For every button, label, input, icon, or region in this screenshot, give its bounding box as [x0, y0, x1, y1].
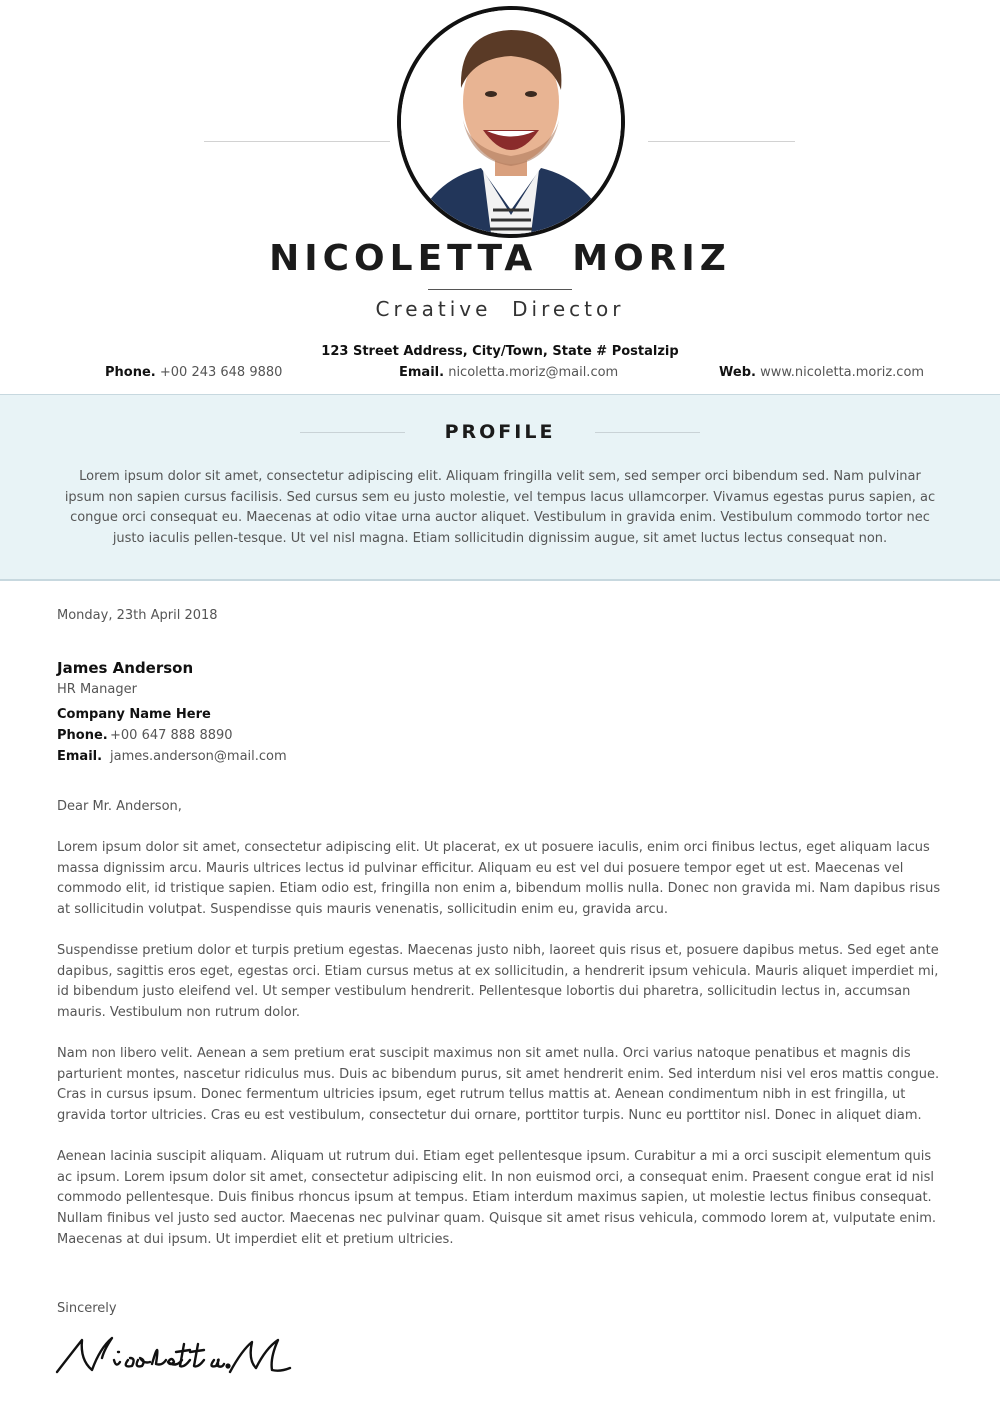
applicant-name: NICOLETTA MORIZ — [269, 238, 731, 279]
contact-email-label: Email. — [399, 365, 445, 380]
recipient-role: HR Manager — [57, 682, 137, 697]
header-decor-line-left — [204, 141, 390, 142]
contact-email — [399, 365, 618, 380]
contact-web-label: Web. — [719, 365, 756, 380]
applicant-address: 123 Street Address, City/Town, State # Postalzip — [321, 344, 679, 359]
profile-title: PROFILE — [444, 421, 556, 443]
profile-photo — [397, 6, 625, 238]
recipient-email — [57, 749, 287, 764]
recipient-name: James Anderson — [57, 659, 194, 677]
letter-paragraph: Suspendisse pretium dolor et turpis pretium egestas. Maecenas justo nibh, laoreet quis risus et, posuere dapibus metus. Sed eget ante dapibus, sagittis eros eget, egestas orci. Etiam cursus metus at ex sollicitudin, a hendrerit ipsum vehicula. Mauris aliquet imperdiet mi, id bibendum justo eleifend vel. Ut semper vestibulum hendrerit. Pellentesque lobortis dui pharetra, sollicitudin lectus in, accumsan mauris. Vestibulum non rutrum dolor. — [57, 943, 939, 1021]
letter-paragraph: Nam non libero velit. Aenean a sem pretium erat suscipit maximus non sit amet nulla. Orci varius natoque penatibus et magnis dis parturient montes, nascetur ridiculus mus. Duis ac bibendum purus, sit amet hendrerit enim. Sed interdum nisi vel eros mattis congue. Cras in cursus ipsum. Donec fermentum ultricies ipsum, eget rutrum tellus mattis at. Aenean condimentum nibh in est fringilla, ut gravida tortor ultricies. Cras eu est vestibulum, consectetur dui ornare, porttitor turpis. Nunc eu porttitor nisl. Donec in aliquet diam. — [57, 1046, 940, 1124]
contact-web-value[interactable]: www.nicoletta.moriz.com — [760, 365, 925, 380]
header-decor-line-right — [648, 141, 795, 142]
contact-web — [719, 365, 924, 380]
letter-paragraph: Aenean lacinia suscipit aliquam. Aliquam ut rutrum dui. Etiam eget pellentesque ipsum. Curabitur a mi a orci suscipit elementum quis ac ipsum. Lorem ipsum dolor sit amet, consectetur adipiscing elit. In non euismod orci, a consequat enim. Praesent congue erat id nisl commodo pellentesque. Duis finibus rhoncus ipsum at tempus. Etiam interdum maximus sapien, ut molestie lectus finibus consequat. Nullam finibus vel justo sed auctor. Maecenas nec pulvinar quam. Quisque sit amet risus vehicula, commodo lorem at, vulputate enim. Maecenas at dui ipsum. Ut imperdiet elit et pretium ultricies. — [57, 1149, 937, 1247]
recipient-company: Company Name Here — [57, 707, 211, 722]
applicant-role: Creative Director — [375, 297, 625, 321]
recipient-email-label: Email. — [57, 749, 103, 764]
name-divider — [428, 289, 572, 290]
recipient-phone-label: Phone. — [57, 728, 108, 743]
profile-text: Lorem ipsum dolor sit amet, consectetur adipiscing elit. Aliquam fringilla velit sem, sed semper orci bibendum sed. Nam pulvinar ipsum non sapien cursus facilisis. Sed cursus sem eu justo molestie, vel tempus lacus ullamcorper. Vivamus egestas purus sapien, ac congue orci consequat eu. Maecenas at odio vitae urna auctor aliquet. Vestibulum in gravida enim. Vestibulum commodo tortor nec justo iaculis pellen-tesque. Ut vel nisl magna. Etiam sollicitudin dignissim augue, sit amet luctus lectus consequat non. — [64, 469, 936, 547]
portrait-image — [401, 10, 621, 234]
letter-greeting: Dear Mr. Anderson, — [57, 799, 182, 814]
contact-phone-value: +00 243 648 9880 — [159, 365, 283, 380]
letter-closing: Sincerely — [57, 1301, 117, 1316]
signature-drawing — [52, 1330, 302, 1380]
recipient-phone-value: +00 647 888 8890 — [110, 728, 233, 743]
letter-paragraph: Lorem ipsum dolor sit amet, consectetur adipiscing elit. Ut placerat, ex ut posuere iaculis, enim orci finibus lectus, eget aliquam lacus massa dignissim arcu. Mauris ultrices lectus id pulvinar efficitur. Aliquam eu est vel dui posuere tempor eget ut est. Maecenas vel commodo elit, id tristique sapien. Etiam odio est, fringilla non enim a, bibendum mollis nulla. Donec non gravida mi. Nam dapibus risus at sollicitudin volutpat. Suspendisse quis mauris venenatis, sollicitudin enim eu, gravida arcu. — [57, 840, 941, 918]
contact-email-value[interactable]: nicoletta.moriz@mail.com — [448, 365, 619, 380]
recipient-email-value[interactable]: james.anderson@mail.com — [110, 749, 287, 764]
contact-phone — [105, 365, 282, 380]
handwritten-signature — [52, 1330, 302, 1380]
recipient-phone — [57, 728, 233, 743]
contact-phone-label: Phone. — [105, 365, 156, 380]
letter-date: Monday, 23th April 2018 — [57, 608, 218, 623]
